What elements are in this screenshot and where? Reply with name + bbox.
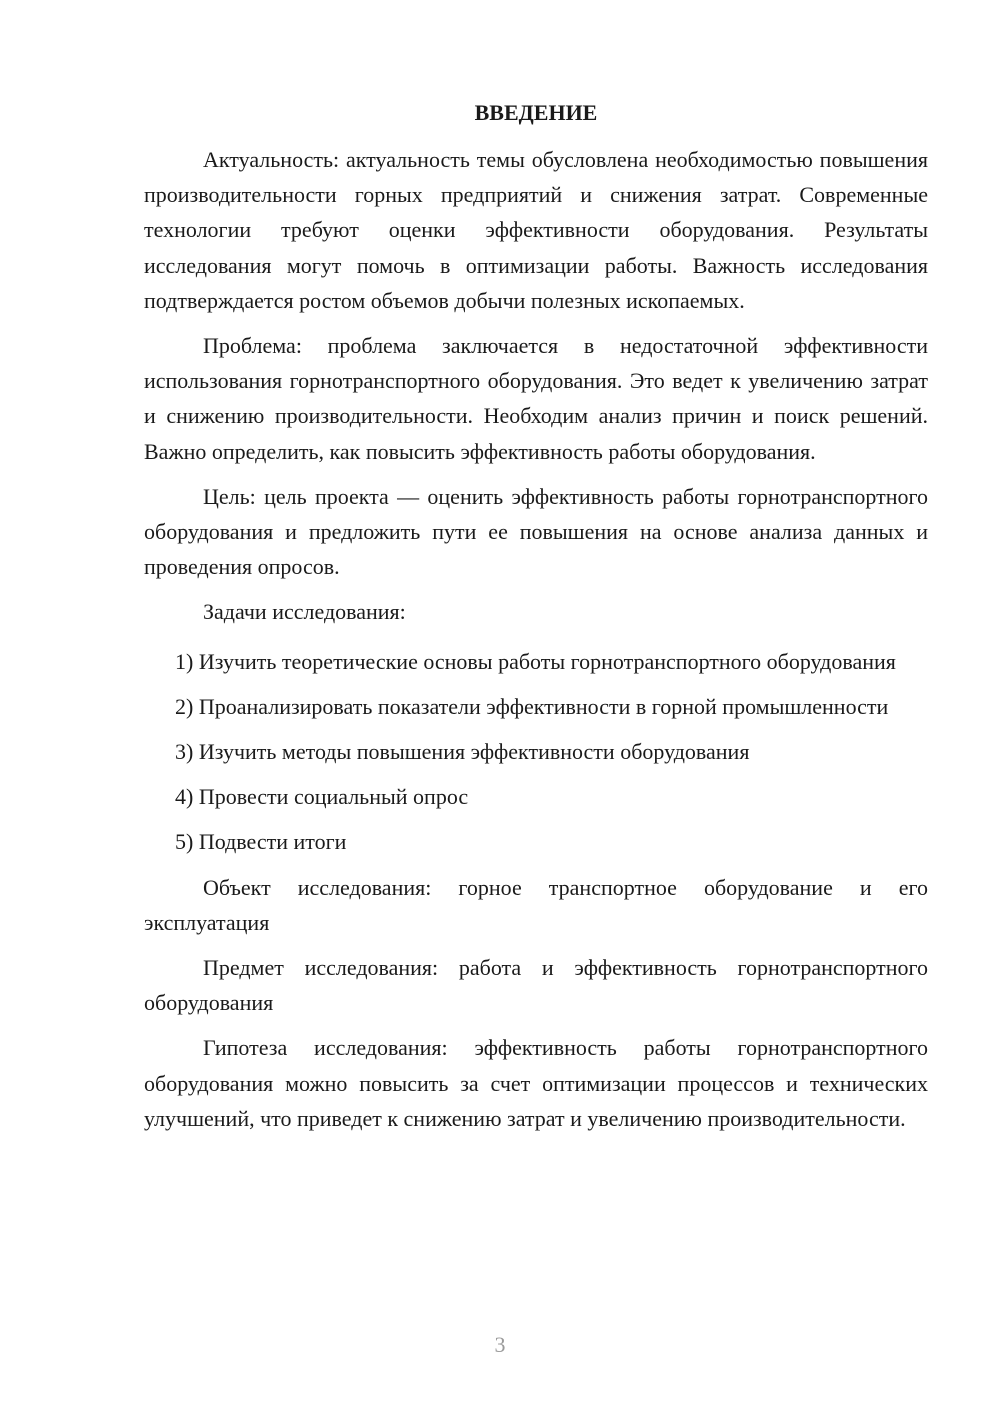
page-content xyxy=(144,95,928,1146)
problem-paragraph: Проблема: проблема заключается в недостаточной эффективности использования горнотранспортного оборудования. Это ведет к увеличению затрат и снижению производительности. Необходим анализ причин и поиск решений. Важно определить, как повысить эффективность работы оборудования. xyxy=(144,333,928,464)
task-item: 4) Провести социальный опрос xyxy=(175,784,469,810)
section-title: ВВЕДЕНИЕ xyxy=(474,100,598,125)
relevance-paragraph: Актуальность: актуальность темы обусловлена необходимостью повышения производительности горных предприятий и снижения затрат. Современные технологии требуют оценки эффективности оборудования. Результаты исследования могут помочь в оптимизации работы. Важность исследования подтверждается ростом объемов добычи полезных ископаемых. xyxy=(144,147,928,313)
object-paragraph: Объект исследования: горное транспортное оборудование и его эксплуатация xyxy=(144,874,928,935)
task-item: 1) Изучить теоретические основы работы горнотранспортного оборудования xyxy=(175,648,896,674)
task-item: 3) Изучить методы повышения эффективности оборудования xyxy=(175,739,750,765)
subject-paragraph: Предмет исследования: работа и эффективность горнотранспортного оборудования xyxy=(144,955,928,1016)
tasks-list xyxy=(144,644,928,860)
task-item: 2) Проанализировать показатели эффективности в горной промышленности xyxy=(175,693,889,719)
hypothesis-paragraph: Гипотеза исследования: эффективность работы горнотранспортного оборудования можно повысить за счет оптимизации процессов и технических улучшений, что приведет к снижению затрат и увеличению производительности. xyxy=(144,1035,928,1131)
page-number: 3 xyxy=(494,1332,506,1357)
tasks-heading: Задачи исследования: xyxy=(203,599,406,625)
task-item: 5) Подвести итоги xyxy=(175,829,347,855)
goal-paragraph: Цель: цель проекта — оценить эффективность работы горнотранспортного оборудования и предложить пути ее повышения на основе анализа данных и проведения опросов. xyxy=(144,483,928,580)
